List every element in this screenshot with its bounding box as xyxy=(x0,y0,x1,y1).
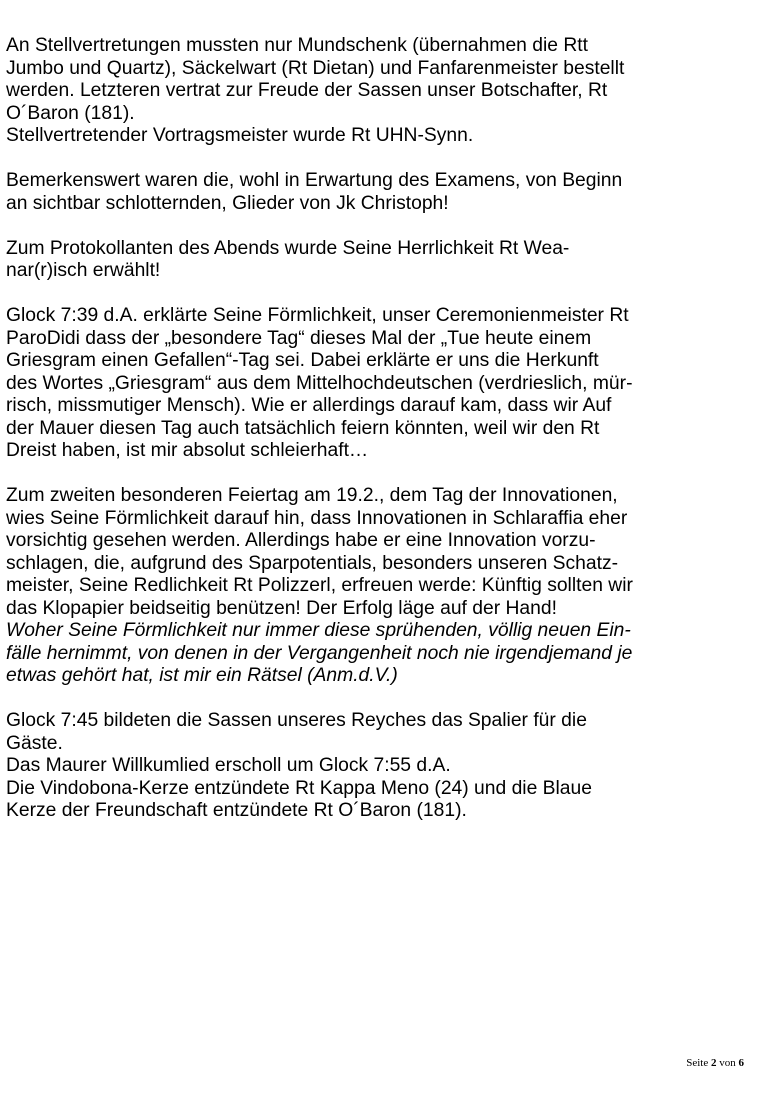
text-line: Zum Protokollanten des Abends wurde Seine Herrlichkeit Rt Wea- xyxy=(6,237,570,259)
current-page-number: 2 xyxy=(711,1057,717,1069)
document-body xyxy=(6,35,762,845)
italic-text-line: Woher Seine Förmlichkeit nur immer diese sprühenden, völlig neuen Ein- xyxy=(6,620,631,641)
text-line: O´Baron (181). xyxy=(6,102,135,124)
text-line: Bemerkenswert waren die, wohl in Erwartung des Examens, von Beginn xyxy=(6,170,623,191)
text-line: nar(r)isch erwählt! xyxy=(6,260,161,281)
text-line: wies Seine Förmlichkeit darauf hin, dass Innovationen in Schlaraffia eher xyxy=(6,507,628,529)
paragraph-innovation xyxy=(6,485,762,688)
footer-middle: von xyxy=(716,1057,739,1069)
text-line: werden. Letzteren vertrat zur Freude der Sassen unser Botschafter, Rt xyxy=(6,80,608,101)
text-line: Dreist haben, ist mir absolut schleierhaft… xyxy=(6,440,369,461)
paragraph-ceremony xyxy=(6,710,762,823)
text-line: Stellvertretender Vortragsmeister wurde Rt UHN-Synn. xyxy=(6,125,474,146)
text-line: Glock 7:39 d.A. erklärte Seine Förmlichkeit, unser Ceremonienmeister Rt xyxy=(6,305,629,326)
text-line: Die Vindobona-Kerze entzündete Rt Kappa Meno (24) und die Blaue xyxy=(6,777,592,799)
text-line: Gäste. xyxy=(6,732,63,754)
footer-prefix: Seite xyxy=(686,1057,711,1069)
text-line: vorsichtig gesehen werden. Allerdings habe er eine Innovation vorzu- xyxy=(6,530,596,551)
text-line: Das Maurer Willkumlied erscholl um Glock 7:55 d.A. xyxy=(6,755,451,776)
paragraph-special-day xyxy=(6,305,762,463)
text-line: Griesgram einen Gefallen“-Tag sei. Dabei erklärte er uns die Herkunft xyxy=(6,350,599,371)
text-line: meister, Seine Redlichkeit Rt Polizzerl, erfreuen werde: Künftig sollten wir xyxy=(6,575,633,596)
text-line: Zum zweiten besonderen Feiertag am 19.2., dem Tag der Innovationen, xyxy=(6,485,618,506)
paragraph-protocol xyxy=(6,238,762,283)
text-line: des Wortes „Griesgram“ aus dem Mittelhochdeutschen (verdrieslich, mür- xyxy=(6,372,633,394)
text-line: Kerze der Freundschaft entzündete Rt O´Baron (181). xyxy=(6,800,467,821)
text-line: der Mauer diesen Tag auch tatsächlich feiern könnten, weil wir den Rt xyxy=(6,417,600,439)
text-line: Jumbo und Quartz), Säckelwart (Rt Dietan) und Fanfarenmeister bestellt xyxy=(6,57,625,79)
author-note xyxy=(6,620,762,688)
text-line: schlagen, die, aufgrund des Sparpotentials, besonders unseren Schatz- xyxy=(6,552,619,574)
paragraph-substitutions xyxy=(6,35,762,148)
text-line: risch, missmutiger Mensch). Wie er allerdings darauf kam, dass wir Auf xyxy=(6,395,612,416)
italic-text-line: fälle hernimmt, von denen in der Vergangenheit noch nie irgendjemand je xyxy=(6,642,633,664)
text-line: an sichtbar schlotternden, Glieder von Jk Christoph! xyxy=(6,192,449,214)
text-line: Glock 7:45 bildeten die Sassen unseres Reyches das Spalier für die xyxy=(6,710,587,731)
text-line: An Stellvertretungen mussten nur Mundschenk (übernahmen die Rtt xyxy=(6,35,588,56)
page-number-footer xyxy=(686,1057,744,1069)
text-line: das Klopapier beidseitig benützen! Der Erfolg läge auf der Hand! xyxy=(6,597,557,619)
paragraph-remarkable xyxy=(6,170,762,215)
italic-text-line: etwas gehört hat, ist mir ein Rätsel (Anm.d.V.) xyxy=(6,665,398,686)
text-line: ParoDidi dass der „besondere Tag“ dieses Mal der „Tue heute einem xyxy=(6,327,592,349)
total-page-count: 6 xyxy=(738,1057,744,1069)
